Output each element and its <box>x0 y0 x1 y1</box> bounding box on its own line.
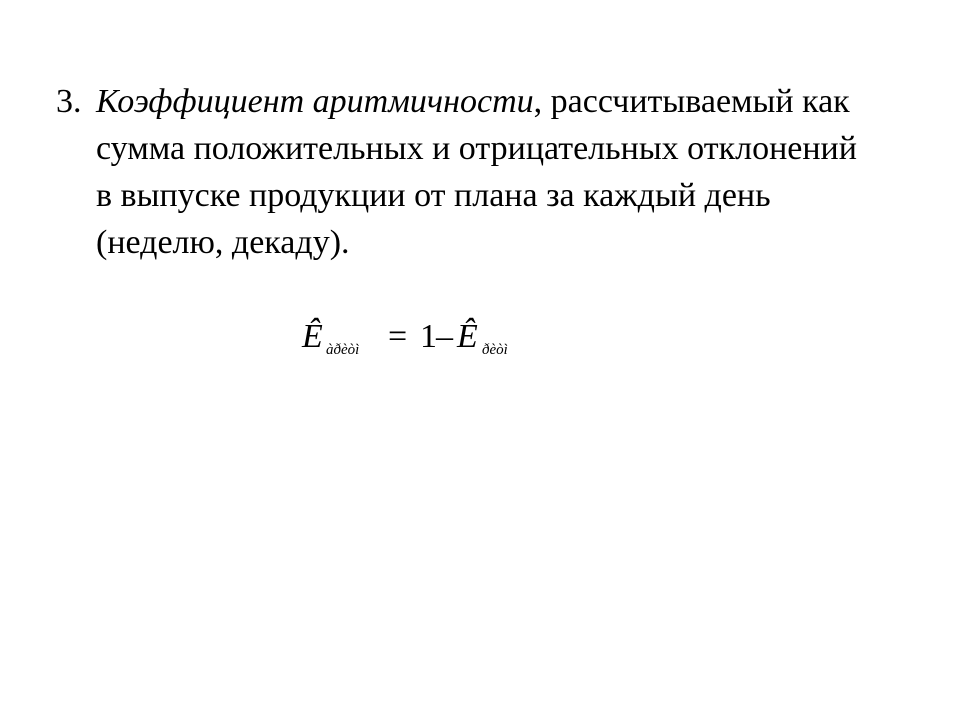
item-number: 3. <box>56 83 82 120</box>
numbered-paragraph <box>56 78 876 266</box>
formula-left-subscript: àðèòì <box>326 342 360 358</box>
item-text <box>96 78 876 266</box>
term: Коэффициент аритмичности <box>96 83 534 120</box>
formula-right-symbol: Ê <box>457 318 478 355</box>
formula-equals: = <box>388 318 408 355</box>
formula-one: 1 <box>420 318 437 355</box>
term-description: , рассчитываемый как сумма положительных и отрицательных отклонений в выпуске продукции от плана за каждый день (неделю, декаду). <box>96 83 857 261</box>
formula-left-symbol: Ê <box>302 318 323 355</box>
formula-minus: – <box>436 318 453 355</box>
formula-right-subscript: ðèòì <box>482 342 508 358</box>
